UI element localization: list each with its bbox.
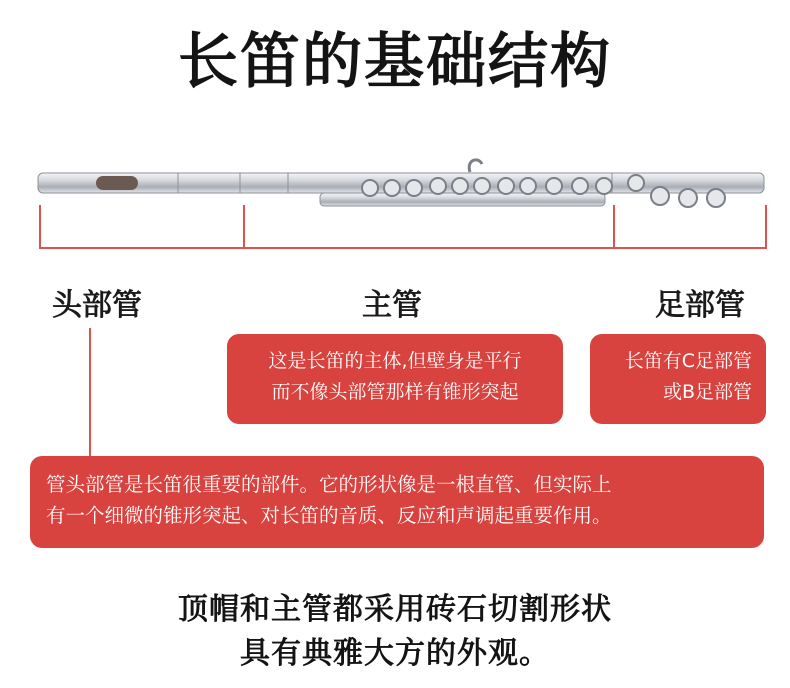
body-bracket — [241, 205, 615, 249]
page-title: 长笛的基础结构 — [178, 27, 612, 97]
head-note-line2: 有一个细微的锥形突起、对长笛的音质、反应和声调起重要作用。 — [46, 504, 612, 527]
footer-line1: 顶帽和主管都采用砖石切割形状 — [178, 592, 612, 627]
body-note-line2: 而不像头部管那样有锥形突起 — [271, 381, 519, 403]
head-note — [30, 456, 764, 548]
footer-line2: 具有典雅大方的外观。 — [240, 636, 550, 671]
body-note-line1: 这是长笛的主体,但壁身是平行 — [268, 350, 522, 372]
foot-note — [590, 334, 766, 424]
body-note — [227, 334, 563, 424]
head-note-line1: 管头部管是长笛很重要的部件。它的形状像是一根直管、但实际上 — [46, 473, 612, 496]
head-connector — [89, 328, 91, 456]
foot-bracket — [613, 205, 767, 249]
head-label: 头部管 — [52, 288, 142, 323]
foot-label: 足部管 — [655, 288, 745, 323]
foot-note-line1: 长笛有C足部管 — [624, 350, 752, 372]
foot-note-line2: 或B足部管 — [662, 381, 752, 403]
body-label: 主管 — [362, 288, 422, 323]
head-bracket — [39, 205, 245, 249]
